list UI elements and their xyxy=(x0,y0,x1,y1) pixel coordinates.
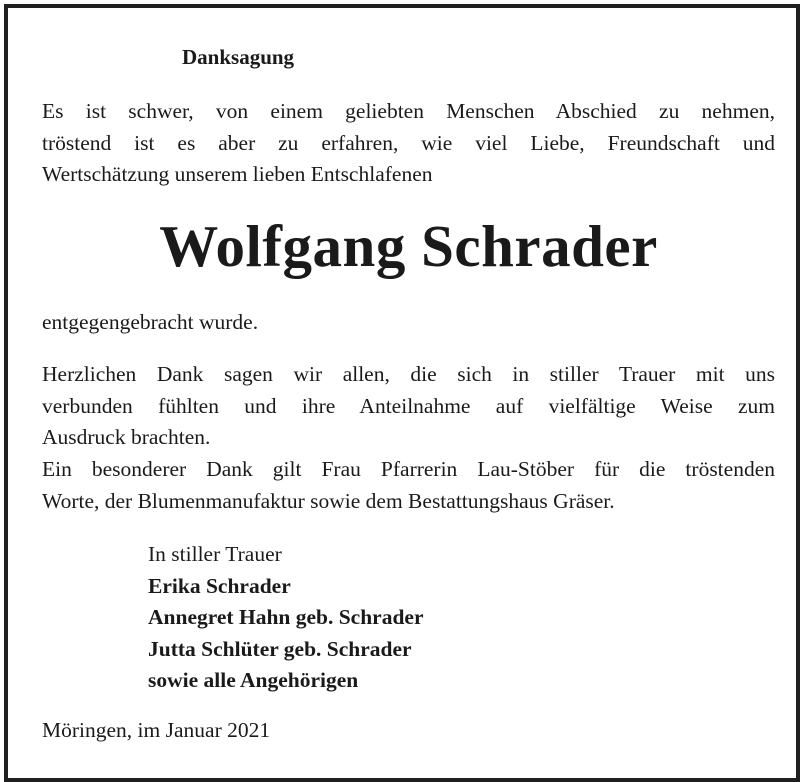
continuation-line: entgegengebracht wurde. xyxy=(42,310,259,334)
special-thanks-line: Ein besonderer Dank gilt Frau Pfarrerin Lau-Stöber für die tröstenden xyxy=(42,457,775,481)
intro-line: tröstend ist es aber zu erfahren, wie viel Liebe, Freundschaft und xyxy=(42,130,775,155)
mourner-name: Jutta Schlüter geb. Schrader xyxy=(148,636,412,661)
mourner-name: sowie alle Angehörigen xyxy=(148,668,359,692)
mourning-label: In stiller Trauer xyxy=(148,542,282,566)
thanks-line: Ausdruck brachten. xyxy=(42,425,211,449)
thanks-line: Herzlichen Dank sagen wir allen, die sich in stiller Trauer mit uns xyxy=(42,362,775,386)
thanks-paragraph xyxy=(42,359,775,454)
place-date: Möringen, im Januar 2021 xyxy=(42,718,271,742)
deceased-name: Wolfgang Schrader xyxy=(159,213,658,279)
continuation-paragraph xyxy=(42,307,775,339)
mourner-name: Erika Schrader xyxy=(148,573,291,598)
special-thanks-line: Worte, der Blumenmanufaktur sowie dem Bestattungshaus Gräser. xyxy=(42,488,615,513)
mourner-name: Annegret Hahn geb. Schrader xyxy=(148,605,424,629)
notice-frame xyxy=(4,4,800,782)
thanks-line: verbunden fühlten und ihre Anteilnahme auf vielfältige Weise zum xyxy=(42,393,775,418)
special-thanks-paragraph xyxy=(42,454,775,517)
intro-line: Es ist schwer, von einem geliebten Menschen Abschied zu nehmen, xyxy=(42,99,775,123)
notice-heading: Danksagung xyxy=(182,45,295,69)
mourners-block xyxy=(148,539,424,697)
intro-line: Wertschätzung unserem lieben Entschlafenen xyxy=(42,162,433,186)
intro-paragraph xyxy=(42,96,775,191)
